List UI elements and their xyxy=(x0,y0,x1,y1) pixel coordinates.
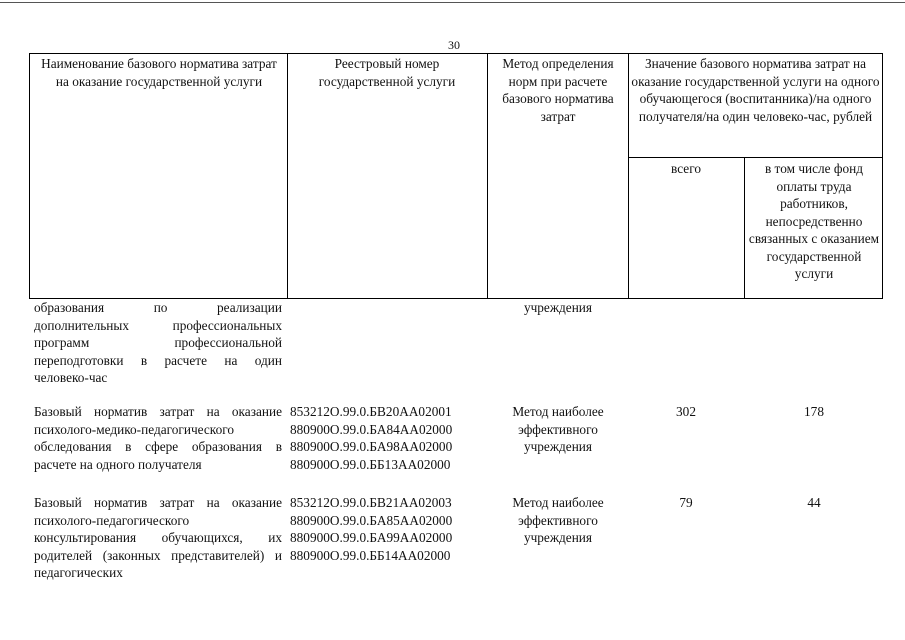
row-registry-number: 880900О.99.0.БА98АА02000 xyxy=(290,439,453,454)
header-name-cell: Наименование базового норматива затрат на оказание государственной услуги xyxy=(41,56,277,89)
row-registry-number: 880900О.99.0.ББ14АА02000 xyxy=(290,547,451,563)
row-registry-number: 880900О.99.0.БА85АА02000 xyxy=(290,512,453,528)
header-value-cell: Значение базового норматива затрат на оказание государственной услуги на одного обучающегося (воспитанника)/на одного получателя/на один человеко-час, рублей xyxy=(631,56,880,124)
row-method: учреждения xyxy=(523,300,593,315)
row-payroll: 44 xyxy=(807,495,821,510)
row-registry-number: 880900О.99.0.ББ13АА02000 xyxy=(290,456,451,472)
row-name: Базовый норматив затрат на оказание психолого-медико-педагогического обследования в сфере образования в расчете на одного получателя xyxy=(34,404,282,472)
column-divider xyxy=(628,53,629,299)
header-method-cell: Метод определения норм при расчете базового норматива затрат xyxy=(502,56,614,124)
row-total: 302 xyxy=(676,404,696,419)
header-registry-cell: Реестровый номер государственной услуги xyxy=(318,56,456,89)
row-registry-number: 853212О.99.0.БВ20АА02001 xyxy=(290,404,452,419)
header-payroll-cell: в том числе фонд оплаты труда работников, непосредственно связанных с оказанием государственной услуги xyxy=(748,161,880,281)
column-divider xyxy=(744,157,745,299)
header-total-cell: всего xyxy=(671,161,701,176)
row-registry-number: 853212О.99.0.БВ21АА02003 xyxy=(290,495,452,510)
row-total: 79 xyxy=(679,495,693,510)
page-number: 30 xyxy=(448,38,460,52)
row-name: Базовый норматив затрат на оказание психолого-педагогического консультирования обучающихся, их родителей (законных представителей) и педагогических xyxy=(34,495,282,580)
column-divider xyxy=(287,53,288,299)
row-name: образования по реализации дополнительных профессиональных программ профессиональной переподготовки в расчете на один человеко-час xyxy=(34,300,282,385)
subheader-divider xyxy=(628,157,883,158)
top-edge-rule xyxy=(0,2,905,3)
row-payroll: 178 xyxy=(804,404,824,419)
row-registry-number: 880900О.99.0.БА84АА02000 xyxy=(290,421,453,437)
row-method: Метод наиболее эффективного учреждения xyxy=(512,404,604,454)
row-registry-number: 880900О.99.0.БА99АА02000 xyxy=(290,530,453,545)
column-divider xyxy=(487,53,488,299)
row-method: Метод наиболее эффективного учреждения xyxy=(512,495,604,545)
